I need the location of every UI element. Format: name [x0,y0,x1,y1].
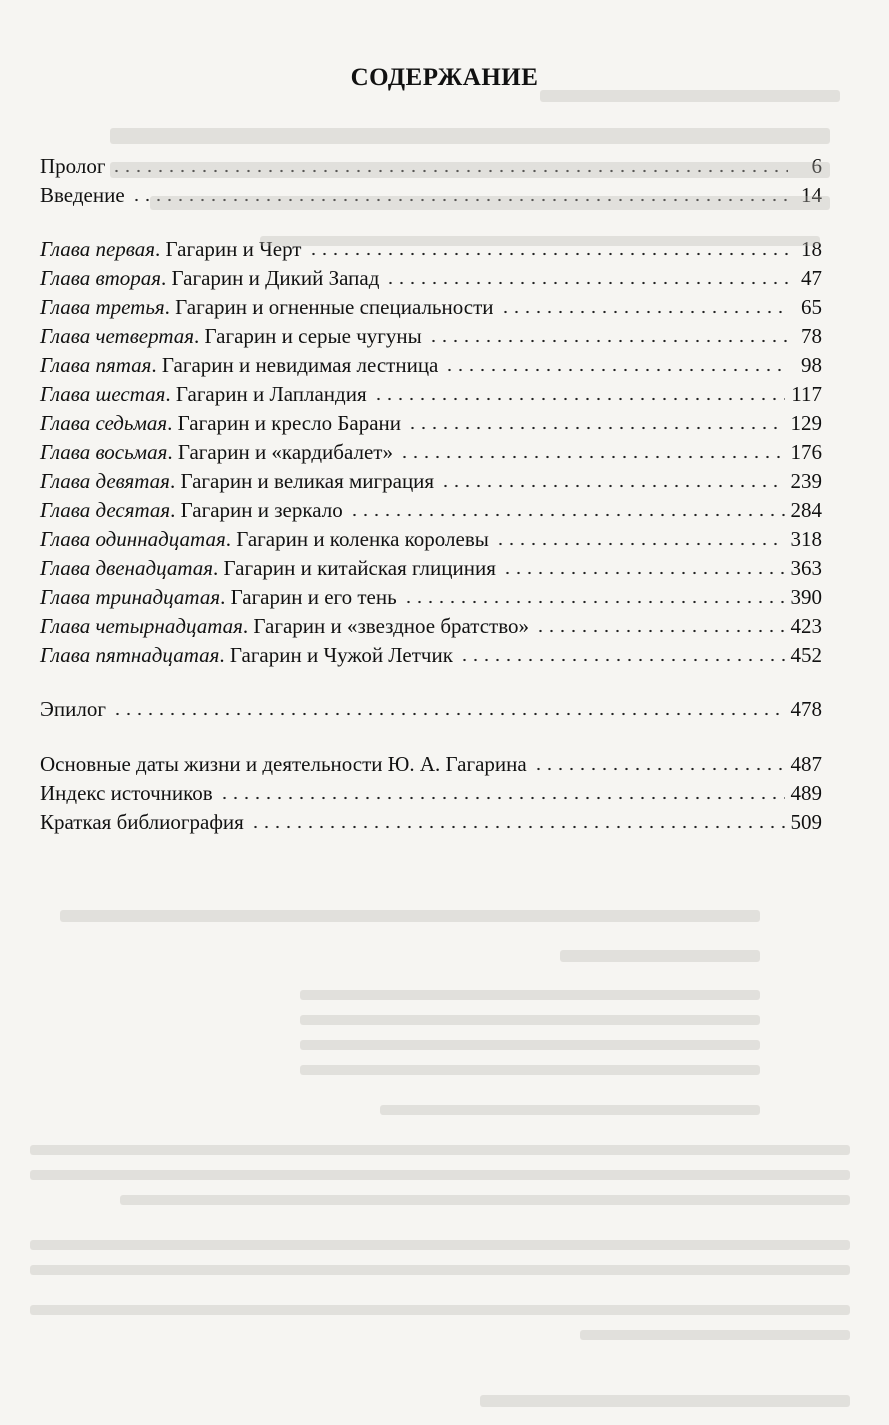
toc-entry-label: Глава девятая. Гагарин и великая миграция [40,469,435,493]
toc-entry-page: 478 [790,697,822,721]
toc-entry [40,808,822,836]
dot-leader [459,658,785,662]
toc-entry [40,235,822,263]
toc-entry [40,351,822,379]
toc-entry [40,612,822,640]
toc-entry-page: 47 [801,266,822,290]
toc-entry-page: 487 [790,752,822,776]
dot-leader [407,426,784,430]
toc-entry-page: 176 [790,440,822,464]
toc-entry [40,380,822,408]
toc-entry [40,264,822,292]
dot-leader [112,712,785,716]
toc-entry-page: 363 [790,556,822,580]
toc-entry [40,467,822,495]
toc-entry-page: 318 [790,527,822,551]
dot-leader [399,455,785,459]
toc-entry-page: 423 [790,614,822,638]
toc-entry-label: Глава восьмая. Гагарин и «кардибалет» [40,440,393,464]
toc-entry-page: 284 [790,498,822,522]
toc-entry [40,779,822,807]
dot-leader [428,339,788,343]
toc-entry-page: 18 [801,237,822,261]
toc-entry-page: 98 [801,353,822,377]
toc-entry [40,496,822,524]
toc-entry [40,641,822,669]
toc-entry-label: Глава двенадцатая. Гагарин и китайская глициния [40,556,496,580]
dot-leader [535,629,785,633]
toc-entry-label: Глава вторая. Гагарин и Дикий Запад [40,266,380,290]
toc-entry-page: 6 [811,154,822,178]
toc-entry [40,181,822,209]
dot-leader [502,571,785,575]
dot-leader [495,542,785,546]
toc-entry [40,409,822,437]
dot-leader [111,169,788,173]
toc-entry-label: Глава четвертая. Гагарин и серые чугуны [40,324,422,348]
dot-leader [373,397,786,401]
toc-entry-label: Глава десятая. Гагарин и зеркало [40,498,343,522]
toc-entry-page: 78 [801,324,822,348]
toc-entry-label: Глава пятнадцатая. Гагарин и Чужой Летчик [40,643,453,667]
toc-entry-page: 489 [790,781,822,805]
toc-entry [40,695,822,723]
toc-entry [40,293,822,321]
toc-entry-page: 14 [801,183,822,207]
toc-entry-label: Основные даты жизни и деятельности Ю. А. Гагарина [40,752,527,776]
toc-entry-page: 239 [790,469,822,493]
toc-entry [40,525,822,553]
toc-entry-label: Глава одиннадцатая. Гагарин и коленка королевы [40,527,489,551]
toc-entry-label: Глава третья. Гагарин и огненные специальности [40,295,494,319]
toc-entry [40,322,822,350]
dot-leader [444,368,788,372]
toc-entry [40,152,822,180]
toc-entry-label: Пролог [40,154,106,178]
toc-entry [40,554,822,582]
toc-entry-label: Глава пятая. Гагарин и невидимая лестница [40,353,439,377]
dot-leader [219,796,785,800]
dot-leader [250,825,785,829]
toc-entry-label: Глава тринадцатая. Гагарин и его тень [40,585,397,609]
toc-entry-label: Краткая библиография [40,810,244,834]
dot-leader [440,484,784,488]
toc-entry [40,438,822,466]
toc-entry-label: Глава четырнадцатая. Гагарин и «звездное братство» [40,614,529,638]
toc-entry-page: 452 [790,643,822,667]
dot-leader [308,252,789,256]
toc-entry [40,583,822,611]
dot-leader [533,767,785,771]
toc-entry [40,750,822,778]
toc-entry-label: Введение [40,183,125,207]
toc-entry-page: 129 [790,411,822,435]
dot-leader [349,513,785,517]
dot-leader [500,310,788,314]
dot-leader [385,281,788,285]
toc-entry-label: Глава первая. Гагарин и Черт [40,237,302,261]
toc-title: СОДЕРЖАНИЕ [350,64,539,91]
toc-entry-label: Эпилог [40,697,106,721]
toc-entry-label: Глава шестая. Гагарин и Лапландия [40,382,367,406]
toc-entry-label: Индекс источников [40,781,213,805]
toc-entry-page: 65 [801,295,822,319]
toc-entry-page: 509 [790,810,822,834]
dot-leader [403,600,785,604]
toc-entry-page: 117 [791,382,822,406]
dot-leader [131,198,788,202]
toc-entry-page: 390 [790,585,822,609]
toc-entry-label: Глава седьмая. Гагарин и кресло Барани [40,411,402,435]
